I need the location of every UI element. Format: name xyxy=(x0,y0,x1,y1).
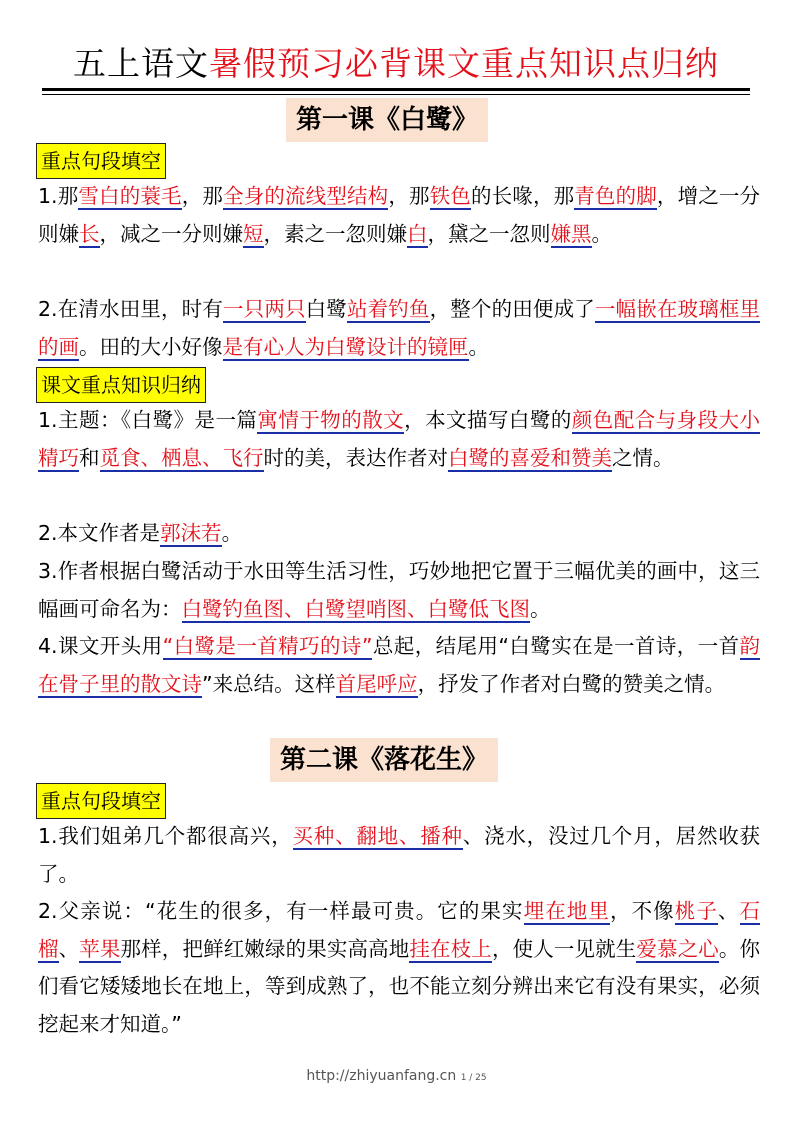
text-segment: 。 xyxy=(468,334,489,359)
keyword-fill: 铁色 xyxy=(429,184,471,208)
text-segment: 和 xyxy=(79,445,100,470)
keyword-fill: 颜色配合与身段大小精巧 xyxy=(38,408,761,470)
l1-summary-para-4 xyxy=(38,628,760,703)
text-segment: ，不像 xyxy=(609,899,675,923)
text-segment: 总起，结尾用“白鹭实在是一首诗，一首 xyxy=(372,634,740,658)
text-segment: ，整个的田便成了 xyxy=(429,297,595,321)
document-title xyxy=(40,40,752,88)
text-segment: ，黛之一忽则 xyxy=(427,221,551,246)
text-segment: ，抒发了作者对白鹭的赞美之情。 xyxy=(417,671,726,696)
text-segment: 。 xyxy=(591,221,612,246)
keyword-fill: 桃子 xyxy=(674,899,718,923)
keyword-fill: 寓情于物的散文 xyxy=(257,408,405,432)
lesson-1-summary-label: 课文重点知识归纳 xyxy=(36,367,206,403)
page-number: 1 / 25 xyxy=(460,1073,487,1083)
text-segment: ，减之一分则嫌 xyxy=(99,221,243,246)
keyword-fill: 首尾呼应 xyxy=(335,671,418,696)
keyword-fill: 爱慕之心 xyxy=(636,936,719,961)
l2-fill-para-2 xyxy=(38,893,760,1043)
keyword-fill: 站着钓鱼 xyxy=(346,297,430,321)
keyword-fill: 是有心人为白鹭设计的镜匣 xyxy=(222,334,469,359)
text-segment: 。你们看它矮矮地长在地上，等到成熟了，也不能立刻分辨出来它有没有果实，必须挖起来才知道。” xyxy=(38,936,761,1036)
text-segment: 4.课文开头用 xyxy=(38,634,163,658)
text-segment: 2.父亲说：“花生的很多，有一样最可贵。它的果实 xyxy=(38,899,524,923)
text-segment: 1.主题：《白鹭》是一篇 xyxy=(38,408,258,432)
l2-fill-para-1 xyxy=(38,818,760,893)
lesson-1-fill-label: 重点句段填空 xyxy=(36,143,166,179)
footer-url[interactable]: http://zhiyuanfang.cn xyxy=(306,1068,457,1084)
page-footer xyxy=(0,1068,793,1084)
lesson-2-heading: 第二课《落花生》 xyxy=(270,738,498,782)
text-segment: 。田的大小好像 xyxy=(79,334,223,359)
keyword-fill: 白 xyxy=(407,221,428,246)
title-rule-thick xyxy=(42,88,750,91)
text-segment: 2.本文作者是 xyxy=(38,521,161,545)
keyword-fill: 雪白的蓑毛 xyxy=(78,184,182,208)
text-segment: 、 xyxy=(717,899,740,923)
keyword-fill: 韵在骨子里的散文诗 xyxy=(38,634,760,696)
keyword-fill: 青色的脚 xyxy=(574,184,657,208)
text-segment: 1.我们姐弟几个都很高兴， xyxy=(38,824,293,848)
text-segment: 、 xyxy=(58,936,80,961)
keyword-fill: 长 xyxy=(79,221,100,246)
lesson-2-fill-label: 重点句段填空 xyxy=(36,783,166,819)
keyword-fill: 白鹭钓鱼图、白鹭望哨图、白鹭低飞图 xyxy=(181,596,530,621)
text-segment: 白鹭 xyxy=(305,297,347,321)
text-segment: ，那 xyxy=(388,184,430,208)
keyword-fill: 一幅嵌在玻璃框里的画 xyxy=(38,297,761,359)
title-red-part: 暑假预习必背课文重点知识点归纳 xyxy=(209,44,719,83)
keyword-fill: 挂在枝上 xyxy=(409,936,492,961)
keyword-fill: 买种、翻地、播种 xyxy=(292,824,463,848)
keyword-fill: 嫌黑 xyxy=(550,221,592,246)
text-segment: ，那 xyxy=(181,184,224,208)
text-segment: ，素之一忽则嫌 xyxy=(263,221,407,246)
text-segment: ，使人一见就生 xyxy=(491,936,637,961)
text-segment: 1.那 xyxy=(38,184,79,208)
l1-summary-para-2 xyxy=(38,515,760,553)
text-segment: 2.在清水田里，时有 xyxy=(38,297,223,321)
keyword-fill: 苹果 xyxy=(79,936,121,961)
keyword-fill: 短 xyxy=(243,221,264,246)
text-segment: 的长喙，那 xyxy=(470,184,575,208)
lesson-1-heading: 第一课《白鹭》 xyxy=(286,98,488,142)
keyword-fill: 埋在地里 xyxy=(523,899,610,923)
text-segment: ”来总结。这样 xyxy=(202,671,336,696)
title-rule-thin xyxy=(42,94,750,95)
keyword-fill: 石榴 xyxy=(38,899,761,961)
text-segment: ，增之一分则嫌 xyxy=(38,184,761,246)
keyword-fill: 觅食、栖息、飞行 xyxy=(99,445,264,470)
text-segment: 之情。 xyxy=(612,445,674,470)
keyword-fill: “白鹭是一首精巧的诗” xyxy=(162,634,373,658)
text-segment: 、浇水，没过几个月，居然收获了。 xyxy=(38,824,761,886)
text-segment: 那样，把鲜红嫩绿的果实高高地 xyxy=(120,936,410,961)
text-segment: ，本文描写白鹭的 xyxy=(404,408,572,432)
keyword-fill: 郭沫若 xyxy=(160,521,222,545)
l1-fill-para-1 xyxy=(38,178,760,253)
text-segment: 。 xyxy=(530,596,551,621)
l1-summary-para-1 xyxy=(38,402,760,477)
text-segment: 。 xyxy=(221,521,243,545)
keyword-fill: 白鹭的喜爱和赞美 xyxy=(448,445,612,470)
l1-summary-para-3 xyxy=(38,553,760,628)
l1-fill-para-2 xyxy=(38,291,760,366)
keyword-fill: 一只两只 xyxy=(223,297,306,321)
text-segment: 3.作者根据白鹭活动于水田等生活习性，巧妙地把它置于三幅优美的画中，这三幅画可命名为： xyxy=(38,559,760,621)
title-black-part: 五上语文 xyxy=(73,44,209,83)
text-segment: 时的美，表达作者对 xyxy=(263,445,448,470)
keyword-fill: 全身的流线型结构 xyxy=(223,184,389,208)
